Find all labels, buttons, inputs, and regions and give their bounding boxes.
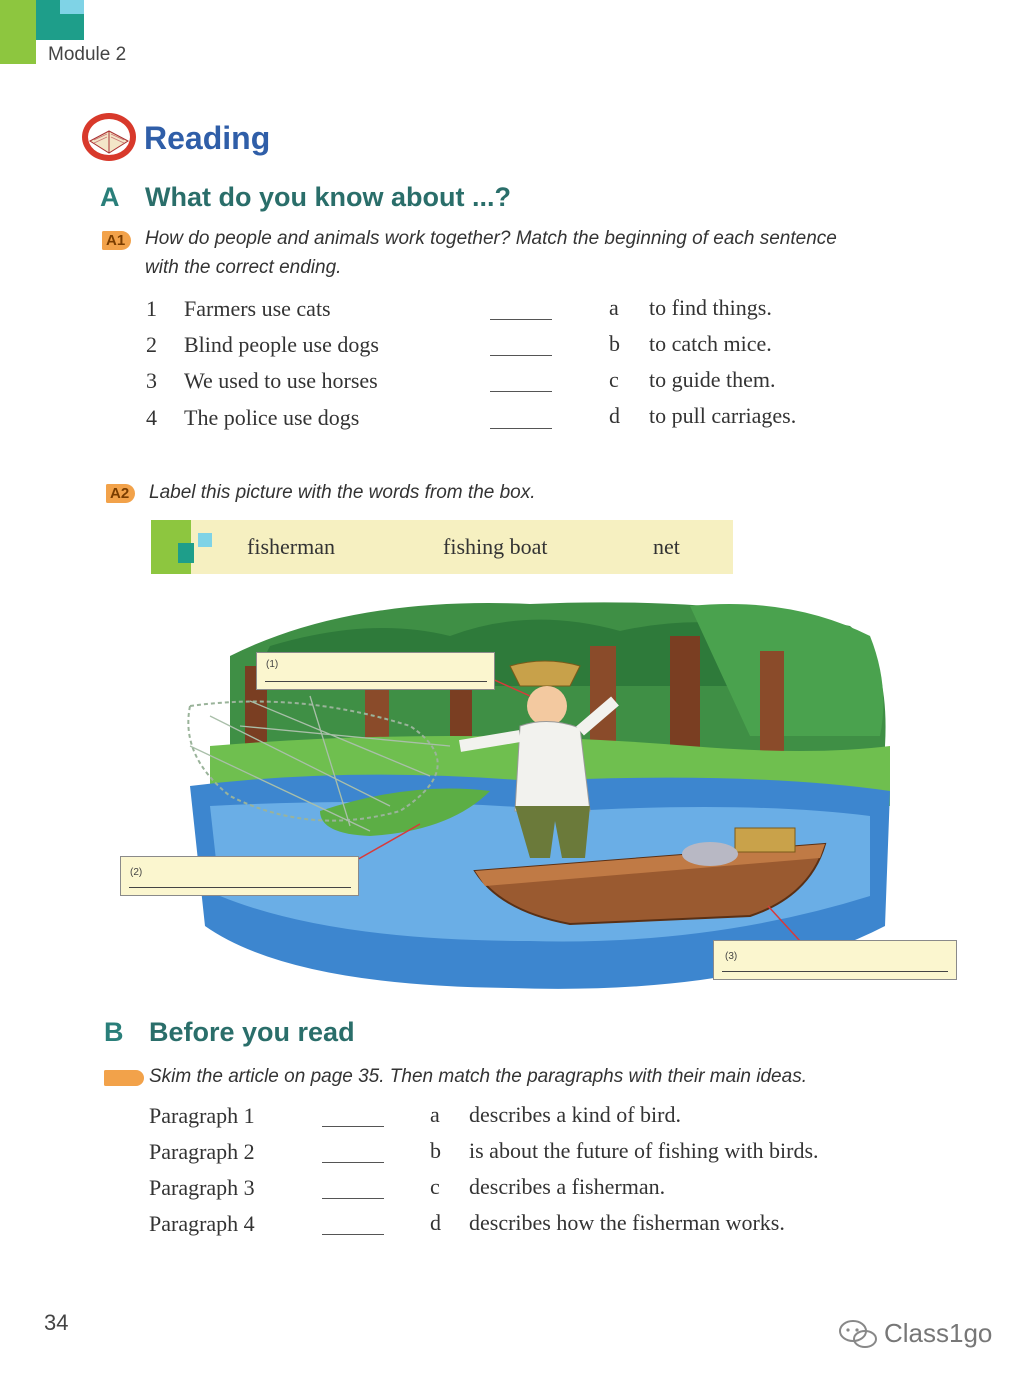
a2-instruction: Label this picture with the words from the box.	[149, 482, 536, 503]
idea-letter: a	[430, 1102, 440, 1127]
a1-item-text: Blind people use dogs	[184, 332, 379, 357]
a1-item-number: 3	[146, 368, 157, 393]
label-number: (2)	[130, 867, 143, 878]
a1-ending-text: to find things.	[649, 295, 772, 320]
a1-answer-blank-2[interactable]	[490, 354, 552, 356]
b-answer-blank-2[interactable]	[322, 1161, 384, 1163]
idea-letter: c	[430, 1174, 440, 1199]
page-number: 34	[44, 1310, 69, 1335]
idea-text: is about the future of fishing with birds.	[469, 1138, 819, 1163]
paragraph-label: Paragraph 1	[149, 1103, 255, 1128]
a1-ending-letter: c	[609, 367, 619, 392]
a1-item-text: Farmers use cats	[184, 296, 331, 321]
idea-text: describes how the fisherman works.	[469, 1210, 785, 1235]
a1-item-number: 4	[146, 405, 157, 430]
a1-ending-text: to guide them.	[649, 367, 776, 392]
a1-ending-letter: b	[609, 331, 620, 356]
paragraph-label: Paragraph 3	[149, 1175, 255, 1200]
a1-instruction-line2: with the correct ending.	[145, 257, 342, 278]
a1-item-number: 1	[146, 296, 157, 321]
paragraph-label: Paragraph 4	[149, 1211, 255, 1236]
a1-item-text: We used to use horses	[184, 368, 378, 393]
word-fisherman: fisherman	[247, 534, 335, 559]
a1-item-text: The police use dogs	[184, 405, 360, 430]
word-box-blue-block	[198, 533, 212, 547]
b-instruction: Skim the article on page 35. Then match the paragraphs with their main ideas.	[149, 1066, 807, 1087]
section-b-letter: B	[104, 1017, 124, 1047]
b-answer-blank-1[interactable]	[322, 1125, 384, 1127]
task-badge-b	[104, 1070, 144, 1086]
a1-instruction-line1: How do people and animals work together? Match the beginning of each sentence	[145, 228, 837, 249]
a1-ending-text: to catch mice.	[649, 331, 772, 356]
word-fishing-boat: fishing boat	[443, 534, 548, 559]
a1-ending-letter: a	[609, 295, 619, 320]
a1-answer-blank-4[interactable]	[490, 427, 552, 429]
word-box	[151, 520, 733, 574]
header-blue-block	[60, 0, 84, 14]
watermark-text: Class1go	[884, 1318, 993, 1348]
book-icon	[80, 111, 138, 163]
word-net: net	[653, 534, 680, 559]
idea-text: describes a kind of bird.	[469, 1102, 681, 1127]
a1-answer-blank-3[interactable]	[490, 390, 552, 392]
section-a-title: What do you know about ...?	[145, 182, 511, 212]
header-green-block	[0, 0, 36, 64]
label-box-3[interactable]	[713, 940, 957, 980]
a1-ending-letter: d	[609, 403, 620, 428]
paragraph-label: Paragraph 2	[149, 1139, 255, 1164]
idea-text: describes a fisherman.	[469, 1174, 666, 1199]
label-line	[265, 681, 487, 682]
label-line	[722, 971, 948, 972]
word-box-teal-block	[178, 543, 194, 563]
section-a-letter: A	[100, 182, 120, 212]
b-answer-blank-3[interactable]	[322, 1197, 384, 1199]
label-line	[129, 887, 351, 888]
a1-answer-blank-1[interactable]	[490, 318, 552, 320]
section-b-title: Before you read	[149, 1017, 355, 1047]
task-badge-a2: A2	[106, 484, 135, 503]
section-title-reading: Reading	[144, 120, 271, 156]
b-answer-blank-4[interactable]	[322, 1233, 384, 1235]
module-label: Module 2	[48, 44, 127, 65]
idea-letter: b	[430, 1138, 441, 1163]
task-badge-a1: A1	[102, 231, 131, 250]
label-number: (1)	[266, 659, 279, 670]
label-box-1[interactable]	[256, 652, 495, 690]
idea-letter: d	[430, 1210, 441, 1235]
label-box-2[interactable]	[120, 856, 359, 896]
a1-ending-text: to pull carriages.	[649, 403, 797, 428]
a1-item-number: 2	[146, 332, 157, 357]
wechat-icon	[838, 1318, 878, 1352]
label-number: (3)	[725, 951, 738, 962]
